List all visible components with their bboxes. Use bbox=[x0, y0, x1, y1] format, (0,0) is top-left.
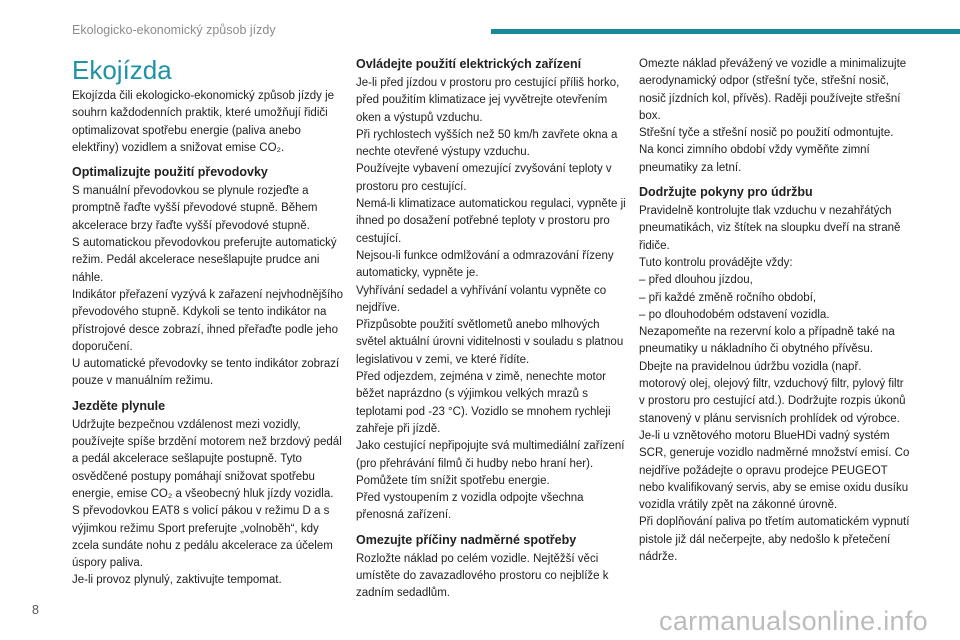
column-middle bbox=[356, 56, 628, 610]
section-heading-electrical: Ovládejte použití elektrických zařízení bbox=[356, 57, 582, 71]
section-body-gearbox: S manuální převodovkou se plynule rozjeďte a promptně řaďte vyšší převodové stupně. Během akcelerace brzy řaďte vyšší převodové stupně. S automatickou převodovkou preferujte automatický režim. Pedál akcelerace nesešlapujte prudce ani náhle. Indikátor přeřazení vyzývá k zařazení nejvhodnějšího převodového stupně. Kdykoli se tento indikátor na přístrojové desce zobrazí, ihned přeřaďte podle jeho doporučení. U automatické převodovky se tento indikátor zobrazí pouze v manuálním režimu. bbox=[72, 185, 344, 388]
load-paragraph: Omezte náklad převážený ve vozidle a minimalizujte aerodynamický odpor (střešní tyče, střešní nosič, nosič jízdních kol, přívěs). Raději používejte střešní box. Střešní tyče a střešní nosič po použití odmontujte. Na konci zimního období vždy vyměňte zimní pneumatiky za letní. bbox=[639, 58, 907, 174]
intro-paragraph: Ekojízda čili ekologicko-ekonomický způsob jízdy je souhrn každodenních praktik, které umožňují řidiči optimalizovat spotřebu energie (paliva anebo elektřiny) vozidlem a snižovat emise CO₂. bbox=[72, 90, 335, 154]
watermark: carmanualsonline.info bbox=[659, 606, 928, 636]
column-left bbox=[72, 56, 344, 597]
section-heading-maintenance: Dodržujte pokyny pro údržbu bbox=[639, 185, 813, 200]
page-title: Ekojízda bbox=[72, 55, 172, 85]
section-body-smooth-driving: Udržujte bezpečnou vzdálenost mezi vozidly, používejte spíše brzdění motorem než brzdový pedál a pedál akcelerace sešlapujte postupně. Tyto osvědčené postupy pomáhají snižovat spotřebu energie, emise CO₂ a všeobecný hluk jízdy vozidla. S převodovkou EAT8 s volicí pákou v režimu D a s výjimkou režimu Sport preferujte „volnoběh“, kdy zcela sundáte nohu z pedálu akcelerace za účelem úspory paliva. Je-li provoz plynulý, zaktivujte tempomat. bbox=[72, 418, 342, 587]
section-heading-smooth-driving: Jezděte plynule bbox=[72, 398, 166, 413]
section-body-maintenance: Pravidelně kontrolujte tlak vzduchu v nezahřátých pneumatikách, viz štítek na sloupku dveří na straně řidiče. Tuto kontrolu provádějte vždy: – před dlouhou jízdou, – při každé změně ročního období, – po dlouhodobém odstavení vozidla. Nezapomeňte na rezervní kolo a případně také na pneumatiky u nákladního či obytného přívěsu. Dbejte na pravidelnou údržbu vozidla (např. motorový olej, olejový filtr, vzduchový filtr, pylový filtr v prostoru pro cestující atd.). Dodržujte rozpis úkonů stanovený v plánu servisních prohlídek od výrobce. Je-li u vznětového motoru BlueHDi vadný systém SCR, generuje vozidlo nadměrné množství emisí. Co nejdříve požádejte o opravu prodejce PEUGEOT nebo kvalifikovaný servis, aby se emise oxidu dusíku vozidla vrátily zpět na zákonné úrovně. Při doplňování paliva po třetím automatickém vypnutí pistole již dál nečerpejte, aby nedošlo k přetečení nádrže. bbox=[639, 205, 910, 564]
section-body-consumption: Rozložte náklad po celém vozidle. Nejtěžší věci umístěte do zavazadlového prostoru co nejblíže k zadním sedadlům. bbox=[356, 552, 609, 600]
section-heading-gearbox: Optimalizujte použití převodovky bbox=[72, 165, 268, 180]
section-heading-consumption: Omezujte příčiny nadměrné spotřeby bbox=[356, 532, 577, 547]
header-accent-bar bbox=[491, 29, 960, 34]
page-number: 8 bbox=[32, 603, 39, 617]
section-header-title: Ekologicko-ekonomický způsob jízdy bbox=[72, 23, 276, 37]
column-right bbox=[639, 56, 911, 573]
section-body-electrical: Je-li před jízdou v prostoru pro cestující příliš horko, před použitím klimatizace jej vyvětrejte otevřením oken a výstupů vzduchu. Při rychlostech vyšších než 50 km/h zavřete okna a nechte otevřené výstupy vzduchu. Používejte vybavení omezující zvyšování teploty v prostoru pro cestující. Nemá-li klimatizace automatickou regulaci, vypněte ji ihned po dosažení potřebné teploty v prostoru pro cestující. Nejsou-li funkce odmlžování a odmrazování řízeny automaticky, vypněte je. Vyhřívání sedadel a vyhřívání volantu vypněte co nejdříve. Přizpůsobte použití světlometů anebo mlhových světel aktuální úrovni viditelnosti v souladu s platnou legislativou v zemi, ve které řídíte. Před odjezdem, zejména v zimě, nenechte motor běžet naprázdno (s výjimkou velkých mrazů s teplotami pod -23 °C). Vozidlo se mnohem rychleji zahřeje při jízdě. Jako cestující nepřipojujte svá multimediální zařízení (pro přehrávání filmů či hudby nebo hraní her). Pomůžete tím snížit spotřebu energie. Před vystoupením z vozidla odpojte všechna přenosná zařízení. bbox=[356, 77, 626, 522]
